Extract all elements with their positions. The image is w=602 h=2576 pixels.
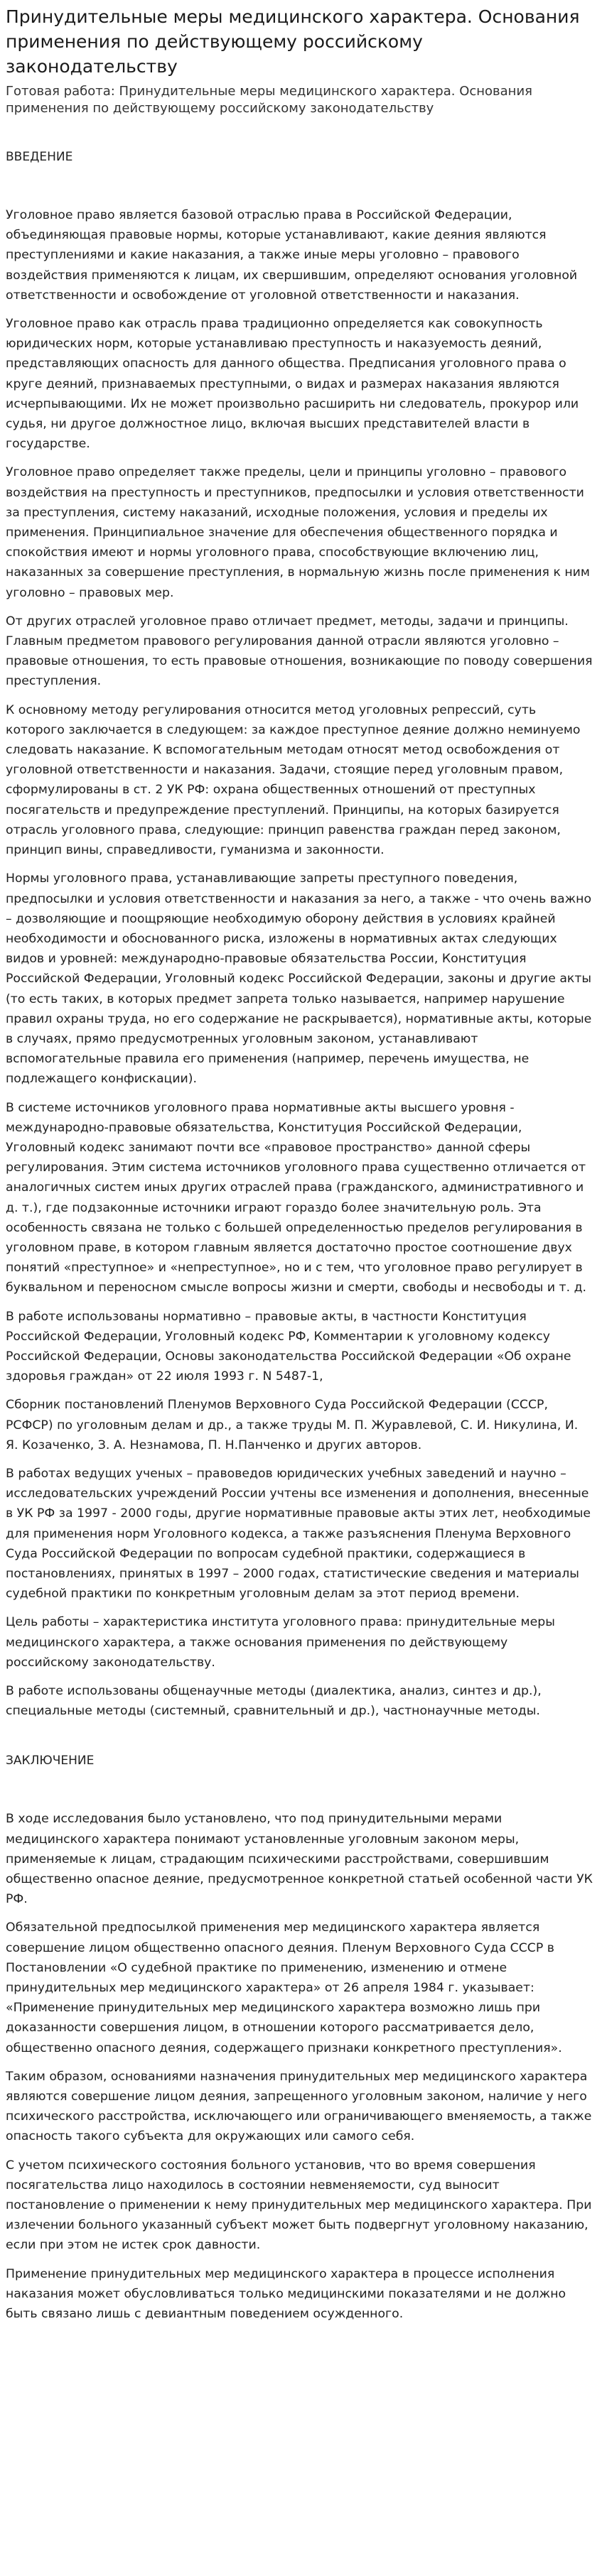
paragraph: В ходе исследования было установлено, что под принудительными мерами медицинского характера понимают установленные уголовным законом меры, применяемые к лицам, страдающим психическими расстройствами, совершившим общественно опасное деяние, предусмотренное конкретной статьей особенной части УК РФ. — [6, 1812, 593, 1907]
paragraph: Сборник постановлений Пленумов Верховного Суда Российской Федерации (СССР, РСФСР) по уголовным делам и др., а также труды М. П. Журавлевой, С. И. Никулина, И. Я. Козаченко, З. А. Незнамова, П. Н.Панченко и других авторов. — [6, 1398, 579, 1452]
paragraph: Нормы уголовного права, устанавливающие запреты преступного поведения, предпосылки и условия ответственности и наказания за него, а также - что очень важно – дозволяющие и поощряющие необходимую оборону действия в условиях крайней необходимости и обоснованного риска, изложены в нормативных актах следующих видов и уровней: международно-правовые обязательства России, Конституция Российской Федерации, Уголовный кодекс Российской Федерации, законы и другие акты (то есть таких, в которых предмет запрета только называется, например нарушение правил охраны труда, но его содержание не раскрывается), нормативные акты, которые в случаях, прямо предусмотренных уголовным законом, устанавливают вспомогательные правила его применения (например, перечень имущества, не подлежащего конфискации). — [6, 871, 592, 1087]
paragraph: К основному методу регулирования относится метод уголовных репрессий, суть которого заключается в следующем: за каждое преступное деяние должно неминуемо следовать наказание. К вспомогательным методам относят метод освобождения от уголовной ответственности и наказания. Задачи, стоящие перед уголовным правом, сформулированы в ст. 2 УК РФ: охрана общественных отношений от преступных посягательств и предупреждение преступлений. Принципы, на которых базируется отрасль уголовного права, следующие: принцип равенства граждан перед законом, принцип вины, справедливости, гуманизма и законности. — [6, 702, 581, 858]
paragraph: Применение принудительных мер медицинского характера в процессе исполнения наказания может обусловливаться только медицинскими показателями и не должно быть связано лишь с девиантным поведением осужденного. — [6, 2266, 566, 2322]
intro-section — [6, 205, 594, 1721]
paragraph: Цель работы – характеристика института уголовного права: принудительные меры медицинского характера, а также основания применения по действующему российскому законодательству. — [6, 1615, 555, 1670]
paragraph: Уголовное право как отрасль права традиционно определяется как совокупность юридических норм, которые устанавливаю преступность и наказуемость деяний, представляющих опасность для данного общества. Предписания уголовного права о круге деяний, признаваемых преступными, о видах и размерах наказания являются исчерпывающими. Их не может произвольно расширить ни следователь, прокурор или судья, ни другое должностное лицо, включая высших представителей власти в государстве. — [6, 317, 579, 452]
paragraph: Уголовное право является базовой отраслью права в Российской Федерации, объединяющая правовые нормы, которые устанавливают, какие деяния являются преступлениями и какие наказания, а также иные меры уголовно – правового воздействия применяются к лицам, их свершившим, определяют основания уголовной ответственности и освобождение от уголовной ответственности и наказания. — [6, 208, 578, 303]
paragraph: В работе использованы нормативно – правовые акты, в частности Конституция Российской Федерации, Уголовный кодекс РФ, Комментарии к уголовному кодексу Российской Федерации, Основы законодательства Российской Федерации «Об охране здоровья граждан» от 22 июля 1993 г. N 5487-1, — [6, 1309, 571, 1384]
section-heading-intro: ВВЕДЕНИЕ — [6, 150, 73, 164]
paragraph: В работах ведущих ученых – правоведов юридических учебных заведений и научно – исследовательских учреждений России учтены все изменения и дополнения, внесенные в УК РФ за 1997 - 2000 годы, другие нормативные правовые акты этих лет, необходимые для применения норм Уголовного кодекса, а также разъяснения Пленума Верховного Суда Российской Федерации по вопросам судебной практики, содержащиеся в постановлениях, принятых в 1997 – 2000 годах, статистические сведения и материалы судебной практики по конкретным уголовным делам за этот период времени. — [6, 1466, 591, 1602]
conclusion-section — [6, 1809, 594, 2324]
paragraph: Обязательной предпосылкой применения мер медицинского характера является совершение лицом общественно опасного деяния. Пленум Верховного Суда СССР в Постановлении «О судебной практике по применению, изменению и отмене принудительных мер медицинского характера» от 26 апреля 1984 г. указывает: «Применение принудительных мер медицинского характера возможно лишь при доказанности совершения лицом, в отношении которого рассматривается дело, общественно опасного деяния, содержащего признаки конкретного преступления». — [6, 1920, 562, 2055]
section-heading-conclusion: ЗАКЛЮЧЕНИЕ — [6, 1754, 95, 1768]
paragraph: С учетом психического состояния больного установив, что во время совершения посягательства лицо находилось в состоянии невменяемости, суд выносит постановление о применении к нему принудительных мер медицинского характера. При излечении больного указанный субъект может быть подвергнут уголовному наказанию, если при этом не истек срок давности. — [6, 2158, 592, 2253]
paragraph: Уголовное право определяет также пределы, цели и принципы уголовно – правового воздействия на преступность и преступников, предпосылки и условия ответственности за преступления, систему наказаний, исходные положения, условия и пределы их применения. Принципиальное значение для обеспечения общественного порядка и спокойствия имеют и нормы уголовного права, способствующие включению лиц, наказанных за совершение преступления, в нормальную жизнь после применения к ним уголовно – правовых мер. — [6, 465, 590, 600]
paragraph: В системе источников уголовного права нормативные акты высшего уровня - международно-правовые обязательства, Конституция Российской Федерации, Уголовный кодекс занимают почти все «правовое пространство» данной сферы регулирования. Этим система источников уголовного права существенно отличается от аналогичных систем иных других отраслей права (гражданского, административного и д. т.), где подзаконные источники играют гораздо более значительную роль. Эта особенность связана не только с большей определенностью пределов регулирования в уголовном праве, в котором главным является достаточно простое соотношение двух понятий «преступное» и «непреступное», но и с тем, что уголовное право регулирует в буквальном и переносном смысле вопросы жизни и смерти, свободы и несвободы и т. д. — [6, 1100, 587, 1295]
page-title: Принудительные меры медицинского характера. Основания применения по действующему российскому законодательству — [6, 6, 580, 77]
paragraph: Таким образом, основаниями назначения принудительных мер медицинского характера являются совершение лицом деяния, запрещенного уголовным законом, наличие у него психического расстройства, исключающего или ограничивающего вменяемость, а также опасность такого субъекта для окружающих или самого себя. — [6, 2069, 592, 2144]
page-subtitle: Готовая работа: Принудительные меры медицинского характера. Основания применения по действующему российскому законодательству — [6, 84, 532, 116]
paragraph: От других отраслей уголовное право отличает предмет, методы, задачи и принципы. Главным предметом правового регулирования данной отрасли являются уголовно – правовые отношения, то есть правовые отношения, возникающие по поводу совершения преступления. — [6, 614, 593, 689]
paragraph: В работе использованы общенаучные методы (диалектика, анализ, синтез и др.), специальные методы (системный, сравнительный и др.), частнонаучные методы. — [6, 1684, 542, 1719]
